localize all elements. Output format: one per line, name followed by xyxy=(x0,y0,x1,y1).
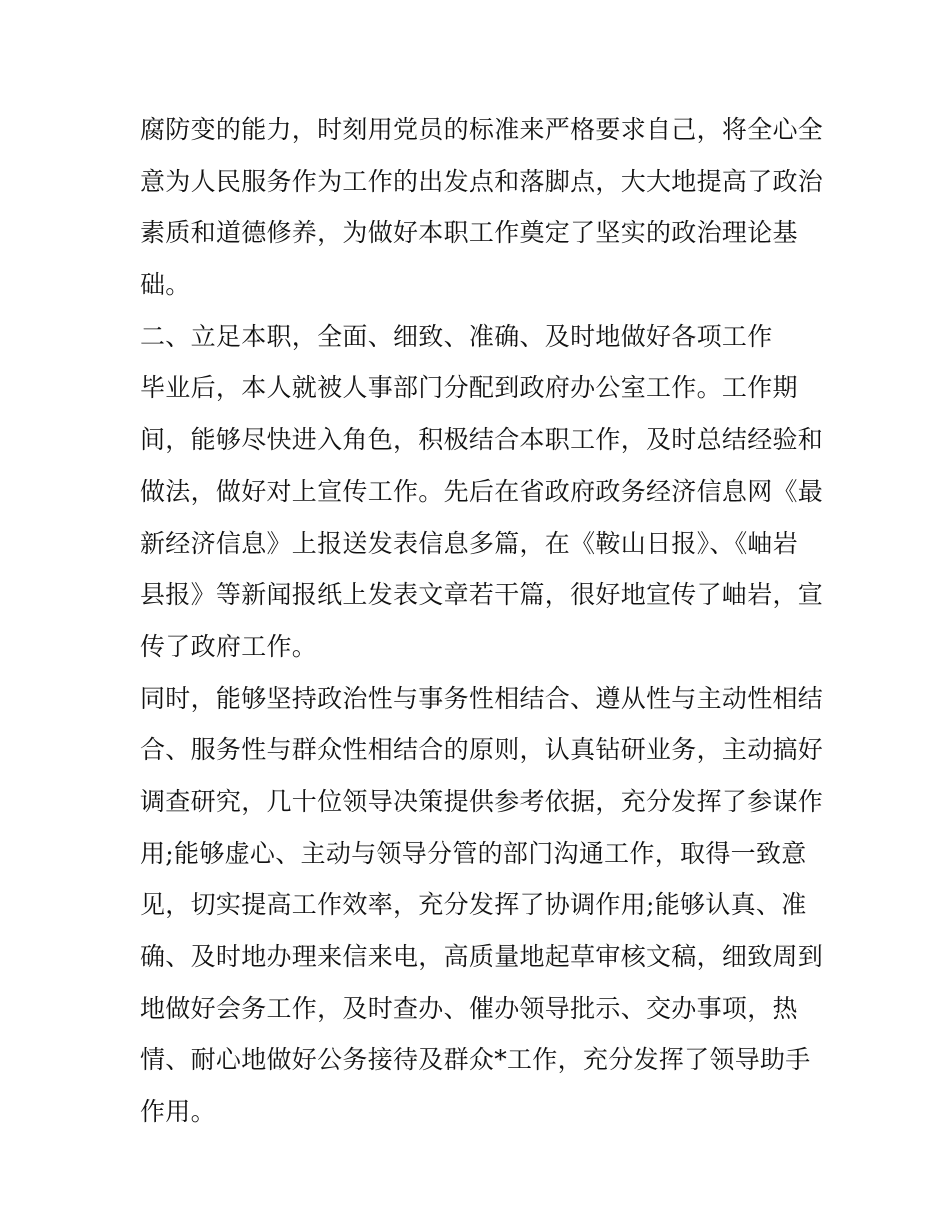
text-line: 合、服务性与群众性相结合的原则，认真钻研业务，主动搞好 xyxy=(140,735,824,765)
section-heading: 二、立足本职，全面、细致、准确、及时地做好各项工作 xyxy=(140,321,773,351)
text-line: 意为人民服务作为工作的出发点和落脚点，大大地提高了政治 xyxy=(140,166,824,196)
text-line: 地做好会务工作，及时查办、催办领导批示、交办事项，热 xyxy=(140,993,798,1023)
text-line: 作用。 xyxy=(140,1097,216,1127)
text-line: 同时，能够坚持政治性与事务性相结合、遵从性与主动性相结 xyxy=(140,683,824,713)
text-line: 传了政府工作。 xyxy=(140,631,318,661)
text-line: 础。 xyxy=(140,270,191,300)
text-line: 情、耐心地做好公务接待及群众*工作，充分发挥了领导助手 xyxy=(140,1045,811,1075)
text-line: 确、及时地办理来信来电，高质量地起草审核文稿，细致周到 xyxy=(140,942,824,971)
text-line: 素质和道德修养，为做好本职工作奠定了坚实的政治理论基 xyxy=(140,218,798,248)
document-body xyxy=(140,104,824,1138)
text-line: 毕业后，本人就被人事部门分配到政府办公室工作。工作期 xyxy=(140,373,798,403)
text-line: 县报》等新闻报纸上发表文章若干篇，很好地宣传了岫岩，宣 xyxy=(140,580,824,610)
text-line: 间，能够尽快进入角色，积极结合本职工作，及时总结经验和 xyxy=(140,425,824,455)
text-line: 新经济信息》上报送发表信息多篇，在《鞍山日报》、《岫岩 xyxy=(140,528,799,558)
text-line: 腐防变的能力，时刻用党员的标准来严格要求自己，将全心全 xyxy=(140,115,824,144)
text-line: 调查研究，几十位领导决策提供参考依据，充分发挥了参谋作 xyxy=(140,786,824,816)
text-line: 做法，做好对上宣传工作。先后在省政府政务经济信息网《最 xyxy=(140,476,824,506)
text-line: 用;能够虚心、主动与领导分管的部门沟通工作，取得一致意 xyxy=(140,838,807,868)
text-line: 见，切实提高工作效率，充分发挥了协调作用;能够认真、准 xyxy=(140,890,807,920)
